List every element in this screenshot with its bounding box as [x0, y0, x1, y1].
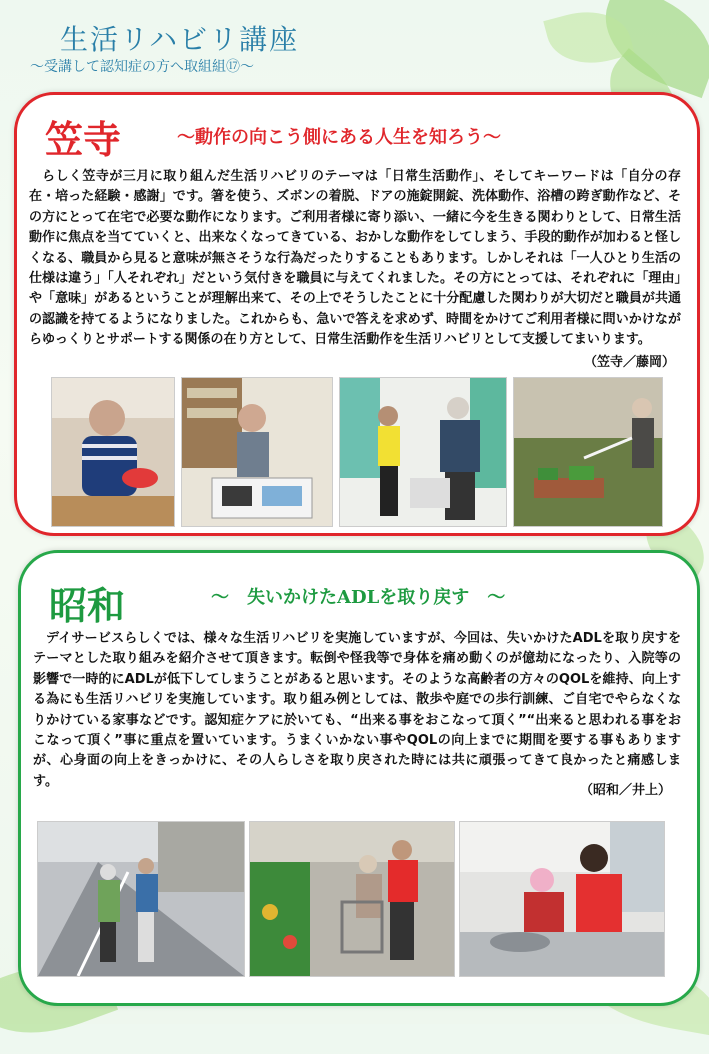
section-author: （笠寺／藤岡） — [583, 355, 675, 370]
section-body: デイサービスらしくでは、様々な生活リハビリを実施していますが、今回は、失いかけたADLを取り戻すをテーマとした取り組みを紹介させて頂きます。転倒や怪我等で身体を痛め動くのが億劫になったり、入院等の影響で一時的にADLが低下してしまうことがあると思います。そのような高齢者の方々のQOLを維持、向上する為にも生活リハビリを実施しています。取り組み例としては、散歩や庭での歩行訓練、ご自宅でやらなくなりかけている家事などです。認知症ケアに於いても、“出来る事をおこなって頂く”“出来ると思われる事をおこなって頂く”事に重点を置いています。うまくいかない事やQOLの向上までに期間を要する事もありますが、心身面の向上をきっかけに、その人らしさを取り戻された時には共に頑張ってきて良かったと痛感します。 — [33, 631, 681, 789]
section-author: （昭和／井上） — [579, 783, 671, 798]
photo-exercise-activity — [339, 377, 507, 527]
photo-walker-garden — [249, 821, 455, 977]
photo-dishwashing — [459, 821, 665, 977]
section-theme: ～動作の向こう側にある人生を知ろう～ — [177, 127, 501, 148]
section-name: 昭和 — [49, 583, 126, 628]
section-kasadera — [14, 92, 700, 536]
series-subtitle: ～受講して認知症の方へ取組組⑰～ — [30, 59, 254, 75]
section-name: 笠寺 — [45, 117, 122, 162]
section-theme: ～ 失いかけたADLを取り戻す ～ — [211, 587, 506, 608]
photo-garden-watering — [513, 377, 663, 527]
section-body: らしく笠寺が三月に取り組んだ生活リハビリのテーマは「日常生活動作」、そしてキーワードは「自分の存在・培った経験・感謝」です。箸を使う、ズボンの着脱、ドアの施錠開錠、洗体動作、浴槽の跨ぎ動作など、その方にとって在宅で必要な動作になります。ご利用者様に寄り添い、一緒に今を生きる関わりとして、日常生活動作に焦点を当てていくと、出来なくなってきている、おかしな動作をしてしまう、手段的動作が加わると怪しくなる、職員から見ると意味が無さそうな行為だったりすることもあります。しかしそれは「一人ひとり生活の仕様は違う」「人それぞれ」だという気付きを職員に与えてくれました。その方にとっては、それぞれに「理由」や「意味」があるということが理解出来て、その上でそうしたことに十分配慮した関わりが大切だと職員が共通の認識を持てるようになりました。これからも、急いで答えを求めず、時間をかけてご利用者様に問いかけながらゆっくりとサポートする関係の在り方として、日常生活動作を生活リハビリとして支援してまいります。 — [29, 169, 681, 348]
photo-walking-outside — [37, 821, 245, 977]
series-title: 生活リハビリ講座 — [60, 23, 300, 56]
photo-kitchen-activity — [51, 377, 175, 527]
photo-sorting-activity — [181, 377, 333, 527]
section-showa — [18, 550, 700, 1006]
